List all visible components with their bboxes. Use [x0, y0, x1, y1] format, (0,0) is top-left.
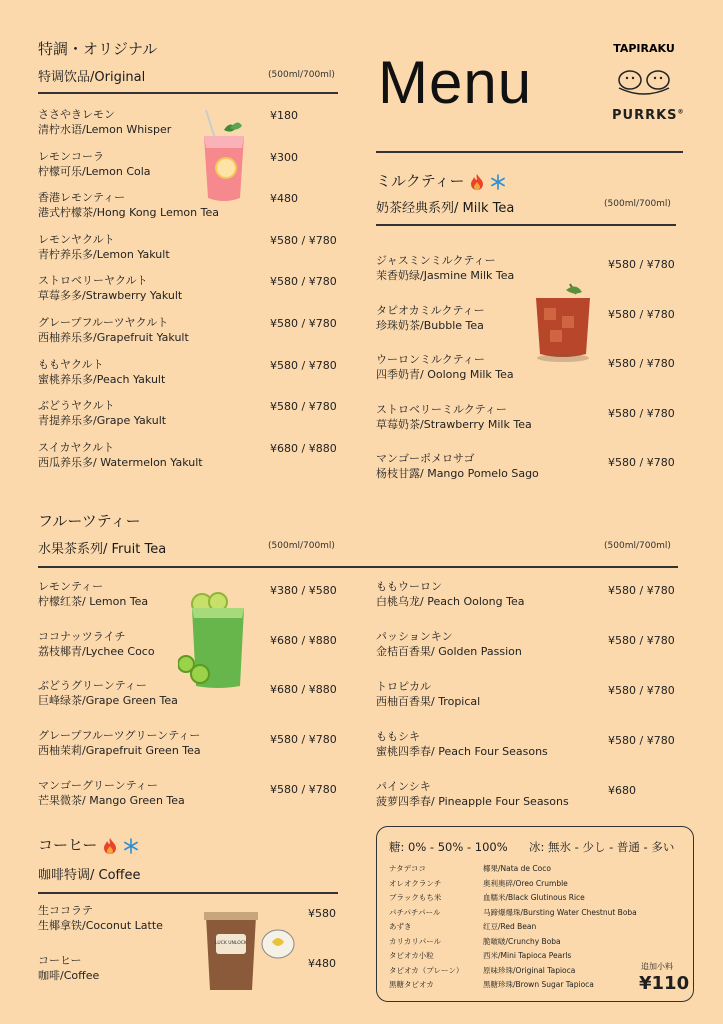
coffee-title-jp: コーヒー: [38, 836, 98, 854]
menu-item-name-jp: ストロベリーミルクティー: [376, 402, 507, 416]
topping-name-jp: タピオカ（プレーン）: [389, 965, 464, 975]
menu-item-price: ¥580 / ¥780: [608, 684, 675, 697]
iced-tea-illustration: [530, 280, 596, 364]
menu-item-name-jp: コーヒー: [38, 954, 82, 967]
menu-item-name-cn: 菠萝四季春/ Pineapple Four Seasons: [376, 795, 569, 808]
snowflake-icon: [123, 838, 139, 854]
menu-item-name-cn: 蜜桃养乐多/Peach Yakult: [38, 372, 166, 386]
menu-item-name-cn: 西瓜养乐多/ Watermelon Yakult: [38, 455, 203, 469]
menu-item-name-cn: 珍珠奶茶/Bubble Tea: [376, 318, 484, 332]
menu-item: [376, 304, 485, 334]
menu-item-name-jp: ウーロンミルクティー: [376, 353, 485, 366]
menu-item-price: ¥580 / ¥780: [608, 634, 675, 647]
menu-item: [376, 452, 539, 482]
menu-item: [376, 580, 524, 610]
topping-name-cn: 西米/Mini Tapioca Pearls: [483, 951, 572, 960]
topping-name-jp: オレオクランチ: [389, 878, 442, 888]
menu-item-name-cn: 清柠水语/Lemon Whisper: [38, 123, 172, 136]
menu-item-name-jp: ストロベリーヤクルト: [38, 274, 148, 288]
menu-item-price: ¥580 / ¥780: [270, 733, 337, 747]
menu-item: [38, 233, 170, 263]
menu-item: [376, 630, 522, 660]
menu-item-name-cn: 青柠养乐多/Lemon Yakult: [38, 247, 170, 261]
snowflake-icon: [490, 174, 506, 190]
menu-item-price: ¥580 / ¥780: [270, 400, 337, 414]
menu-item: [38, 399, 166, 429]
menu-item-name-cn: 青提养乐多/Grape Yakult: [38, 414, 167, 428]
menu-item-name-jp: スイカヤクルト: [38, 440, 115, 454]
menu-item-price: ¥580 / ¥780: [608, 406, 675, 420]
divider: [376, 224, 676, 226]
menu-item-name-jp: ささやきレモン: [38, 108, 115, 121]
menu-item-name-jp: ココナッツライチ: [38, 629, 126, 643]
fire-icon: [102, 837, 118, 855]
menu-item-name-cn: 茉香奶绿/Jasmine Milk Tea: [376, 269, 515, 282]
menu-item-name-jp: マンゴーポメロサゴ: [376, 452, 475, 465]
menu-item-name-cn: 荔枝椰青/Lychee Coco: [38, 644, 155, 658]
menu-item: [376, 254, 514, 284]
fruit-tea-section-cn: 水果茶系列/ Fruit Tea: [38, 542, 167, 557]
topping-name-cn: 红豆/Red Bean: [483, 922, 537, 931]
topping-name-jp: 黒糖タピオカ: [389, 980, 434, 989]
menu-item-price: ¥680 / ¥880: [270, 441, 337, 455]
menu-item-name-cn: 西柚百香果/ Tropical: [376, 695, 481, 708]
menu-item-name-jp: レモンコーラ: [38, 149, 104, 163]
menu-item-name-jp: グレープフルーツヤクルト: [38, 316, 169, 329]
topping-name-jp: パチパチパール: [389, 907, 441, 917]
addon-label: 追加小料: [641, 962, 673, 971]
menu-item-name-cn: 生椰拿铁/Coconut Latte: [38, 919, 163, 932]
menu-item-name-cn: 咖啡/Coffee: [38, 969, 100, 982]
fruit-tea-section-jp: フルーツティー: [38, 512, 141, 530]
menu-item-name-cn: 柠檬可乐/Lemon Cola: [38, 164, 151, 178]
menu-item-name-jp: パッションキン: [376, 630, 453, 643]
menu-item-price: ¥680 / ¥880: [270, 633, 337, 647]
logo-top-text: TAPIRAKU: [613, 42, 675, 55]
menu-item-name-cn: 草莓多多/Strawberry Yakult: [38, 289, 183, 303]
menu-item: [38, 441, 203, 471]
milk-tea-section-jp: [376, 170, 506, 191]
menu-item-name-cn: 西柚茉莉/Grapefruit Green Tea: [38, 744, 201, 758]
divider: [376, 151, 683, 153]
menu-item-name-jp: グレープフルーツグリーンティー: [38, 729, 201, 743]
options-header: [389, 839, 674, 855]
topping-name-cn: 椰果/Nata de Coco: [483, 864, 551, 873]
menu-item: [376, 353, 514, 383]
milk-tea-title-jp: ミルクティー: [376, 172, 465, 190]
menu-item: [38, 954, 99, 984]
menu-item-price: ¥680: [608, 784, 636, 797]
menu-title: Menu: [378, 49, 533, 116]
topping-name-cn: 原味珍珠/Original Tapioca: [483, 965, 576, 975]
menu-item: [376, 780, 569, 810]
menu-item-price: ¥580 / ¥780: [270, 275, 337, 289]
menu-item-price: ¥580 / ¥780: [608, 734, 675, 747]
menu-item-price: ¥680 / ¥880: [270, 683, 337, 697]
menu-item-name-jp: ももシキ: [376, 730, 420, 743]
menu-item-price: ¥580 / ¥780: [270, 317, 337, 330]
divider: [38, 892, 338, 894]
milk-tea-section-cn: 奶茶经典系列/ Milk Tea: [376, 201, 515, 216]
menu-item: [38, 679, 178, 709]
original-section-jp: 特調・オリジナル: [38, 40, 158, 58]
menu-item-name-cn: 柠檬红茶/ Lemon Tea: [38, 595, 149, 608]
topping-name-cn: 黑糖珍珠/Brown Sugar Tapioca: [483, 980, 594, 989]
menu-item-name-jp: ももウーロン: [376, 580, 442, 593]
menu-item-name-cn: 蜜桃四季春/ Peach Four Seasons: [376, 745, 548, 758]
tapiraku-logo-illustration: [604, 40, 684, 100]
ice-options: 冰: 無氷 - 少し - 普通 - 多い: [528, 840, 675, 854]
menu-item-price: ¥580 / ¥780: [270, 782, 337, 796]
divider: [38, 92, 338, 94]
topping-name-jp: タピオカ小粒: [389, 951, 434, 960]
menu-item-price: ¥480: [308, 957, 336, 970]
fruit-tea-size-note-left: (500ml/700ml): [268, 541, 335, 551]
pink-lemonade-illustration: [196, 108, 252, 204]
original-size-note: (500ml/700ml): [268, 70, 335, 80]
menu-item: [38, 150, 151, 180]
cup-label: LUCK UNLOCK: [215, 941, 247, 946]
topping-name-cn: 血糯米/Black Glutinous Rice: [483, 893, 585, 902]
menu-item: [38, 779, 185, 809]
topping-name-jp: ブラックもち米: [389, 893, 442, 902]
menu-item-name-jp: ももヤクルト: [38, 357, 104, 371]
original-section-cn: 特调饮品/Original: [38, 70, 146, 85]
menu-item-price: ¥580: [308, 907, 336, 920]
topping-name-jp: カリカリパール: [389, 936, 442, 946]
logo-brand-name: PURRKS®: [612, 108, 685, 123]
menu-item-price: ¥300: [270, 150, 298, 164]
menu-item-price: ¥580 / ¥780: [608, 456, 675, 469]
menu-item: [376, 680, 480, 710]
menu-item-name-jp: ぶどうヤクルト: [38, 399, 115, 413]
coffee-section-cn: 咖啡特调/ Coffee: [38, 868, 141, 883]
menu-item-name-jp: レモンヤクルト: [38, 232, 115, 246]
milk-tea-size-note: (500ml/700ml): [604, 199, 671, 209]
menu-item-name-jp: タピオカミルクティー: [376, 303, 485, 317]
menu-item-name-cn: 草莓奶茶/Strawberry Milk Tea: [376, 417, 532, 431]
addon-price: ¥110: [639, 973, 690, 994]
green-tea-illustration: [178, 590, 252, 690]
fruit-tea-size-note-right: (500ml/700ml): [604, 541, 671, 551]
menu-item-price: ¥580 / ¥780: [608, 307, 675, 321]
menu-item: [376, 403, 532, 433]
menu-item: [38, 358, 165, 388]
menu-item-name-cn: 四季奶青/ Oolong Milk Tea: [376, 368, 514, 381]
menu-item-name-jp: レモンティー: [38, 580, 104, 593]
menu-item: [38, 904, 163, 934]
menu-item-name-cn: 芒果微茶/ Mango Green Tea: [38, 793, 185, 807]
menu-item-price: ¥580 / ¥780: [608, 258, 675, 271]
sugar-options: 糖: 0% - 50% - 100%: [389, 840, 508, 854]
menu-item-name-jp: 香港レモンティー: [38, 191, 126, 205]
menu-item-price: ¥580 / ¥780: [608, 357, 675, 370]
menu-item-price: ¥380 / ¥580: [270, 584, 337, 597]
menu-item-name-jp: マンゴーグリーンティー: [38, 778, 158, 792]
menu-item-name-cn: 金桔百香果/ Golden Passion: [376, 645, 522, 658]
menu-item-name-cn: 巨峰绿茶/Grape Green Tea: [38, 694, 178, 708]
menu-item: [38, 191, 219, 221]
menu-item-name-jp: パインシキ: [376, 780, 431, 793]
topping-name-cn: 奥利奥碎/Oreo Crumble: [483, 878, 568, 888]
menu-item-price: ¥180: [270, 109, 298, 122]
menu-item-name-jp: トロピカル: [376, 680, 431, 693]
topping-name-cn: 脆啵啵/Crunchy Boba: [483, 936, 561, 946]
options-box: [376, 826, 694, 1002]
menu-item: [38, 580, 148, 610]
menu-item-price: ¥480: [270, 192, 298, 206]
coffee-cup-illustration: [200, 906, 298, 992]
menu-item-price: ¥580 / ¥780: [270, 358, 337, 372]
menu-item-name-jp: ジャスミンミルクティー: [376, 254, 496, 267]
coffee-section-jp: [38, 834, 139, 855]
topping-name-cn: 马蹄爆爆珠/Bursting Water Chestnut Boba: [483, 907, 637, 917]
menu-item-name-cn: 港式柠檬茶/Hong Kong Lemon Tea: [38, 206, 219, 220]
menu-item-name-jp: ぶどうグリーンティー: [38, 679, 147, 693]
menu-item-price: ¥580 / ¥780: [270, 233, 337, 247]
menu-item-name-cn: 杨枝甘露/ Mango Pomelo Sago: [376, 467, 539, 480]
menu-item-name-jp: 生ココラテ: [38, 904, 93, 917]
topping-name-jp: あずき: [389, 922, 412, 931]
menu-item: [38, 108, 171, 138]
menu-item: [376, 730, 548, 760]
divider: [38, 566, 678, 568]
menu-item-name-cn: 白桃乌龙/ Peach Oolong Tea: [376, 595, 525, 608]
fire-icon: [469, 173, 485, 191]
menu-item: [38, 630, 155, 660]
topping-name-jp: ナタデココ: [389, 864, 426, 873]
menu-item: [38, 274, 182, 304]
menu-item: [38, 316, 189, 346]
menu-item: [38, 729, 201, 759]
menu-item-price: ¥580 / ¥780: [608, 584, 675, 597]
menu-item-name-cn: 西柚养乐多/Grapefruit Yakult: [38, 331, 189, 344]
